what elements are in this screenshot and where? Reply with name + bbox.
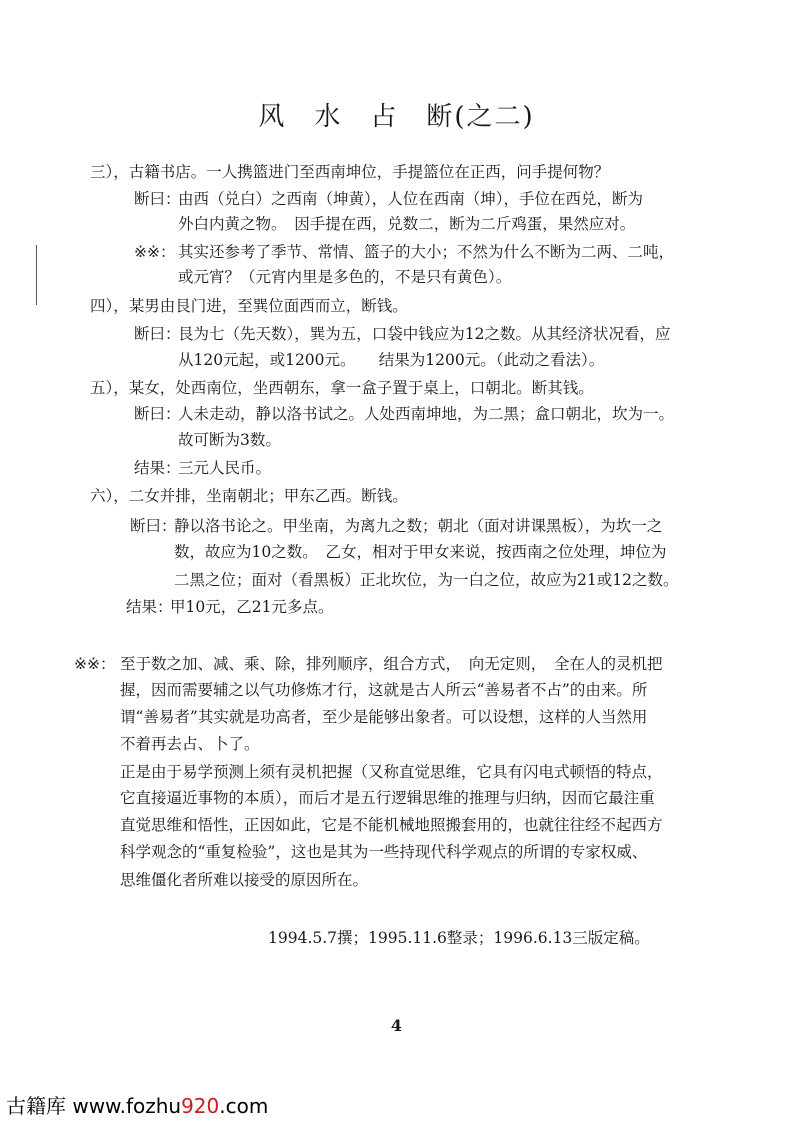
section-text: 某女，处西南位，坐西朝东，拿一盒子置于桌上，口朝北。断其钱。 [128, 379, 594, 397]
duan-label: 断曰： [134, 190, 181, 208]
final-note-line: 至于数之加、减、乘、除，排列顺序，组合方式， 向无定则， 全在人的灵机把 [120, 655, 663, 673]
note-line: 或元宵？（元宵内里是多色的，不是只有黄色）。 [178, 268, 512, 286]
duan-line: 艮为七（先天数），巽为五，口袋中钱应为12之数。从其经济状况看，应 [178, 325, 671, 343]
final-note-line: 正是由于易学预测上须有灵机把握（又称直觉思维，它具有闪电式顿悟的特点， [120, 763, 663, 781]
duan-line: 故可断为3数。 [178, 431, 281, 449]
page-title: 风 水 占 断(之二) [258, 102, 535, 132]
final-note-line: 科学观念的“重复检验”，这也是其为一些持现代科学观点的所谓的专家权威、 [120, 843, 648, 861]
section-number: 四）， [90, 297, 129, 315]
result-text: 三元人民币。 [178, 459, 272, 477]
result-label: 结果： [126, 598, 173, 616]
note-label: ※※： [134, 243, 176, 261]
final-note-line: 握，因而需要辅之以气功修炼才行，这就是古人所云“善易者不占”的由来。所 [120, 681, 648, 699]
section-text: 某男由艮门进，至巽位面西而立，断钱。 [128, 297, 408, 315]
duan-line: 从120元起，或1200元。 结果为1200元。（此动之看法）。 [178, 351, 605, 369]
note-line: 其实还参考了季节、常情、篮子的大小；不然为什么不断为二两、二吨， [178, 243, 675, 261]
duan-line: 人未走动，静以洛书试之。人处西南坤地，为二黑；盒口朝北，坎为一。 [178, 405, 675, 423]
duan-label: 断曰： [130, 517, 177, 535]
section-five-head [90, 378, 594, 398]
duan-line: 静以洛书论之。甲坐南，为离九之数；朝北（面对讲课黑板），为坎一之 [174, 517, 663, 535]
final-note-line: 直觉思维和悟性，正因如此，它是不能机械地照搬套用的，也就往往经不起西方 [120, 816, 663, 834]
final-note-label: ※※： [74, 655, 116, 673]
result-text: 甲10元，乙21元多点。 [170, 598, 334, 616]
section-number: 六）， [90, 487, 129, 505]
section-text: 二女并排，坐南朝北；甲东乙西。断钱。 [128, 487, 408, 505]
duan-label: 断曰： [134, 325, 181, 343]
duan-line: 外白内黄之物。 因手提在西，兑数二，断为二斤鸡蛋，果然应对。 [178, 215, 636, 233]
final-note-line: 它直接逼近事物的本质），而后才是五行逻辑思维的推理与归纳，因而它最注重 [120, 789, 655, 807]
section-text: 古籍书店。一人携篮进门至西南坤位，手提篮位在正西，问手提何物？ [128, 163, 610, 181]
page-number: 4 [390, 1016, 403, 1035]
footer-number: 920 [181, 1094, 220, 1118]
section-number: 五）， [90, 379, 129, 397]
duan-line: 数，故应为10之数。 乙女，相对于甲女来说，按西南之位处理，坤位为 [174, 543, 667, 561]
section-four-head [90, 296, 408, 316]
section-three-head [90, 162, 609, 182]
footer-prefix: 古籍库 www.fozhu [6, 1094, 182, 1118]
final-note-line: 不着再去占、卜了。 [120, 735, 260, 753]
site-watermark [6, 1090, 268, 1119]
final-note-line: 谓“善易者”其实就是功高者，至少是能够出象者。可以设想，这样的人当然用 [120, 708, 648, 726]
section-number: 三）， [90, 163, 129, 181]
duan-line: 二黑之位；面对（看黑板）正北坎位，为一白之位，故应为21或12之数。 [174, 571, 679, 589]
date-line: 1994.5.7撰；1995.11.6整录；1996.6.13三版定稿。 [268, 929, 650, 947]
final-note-line: 思维僵化者所难以接受的原因所在。 [120, 871, 369, 889]
result-label: 结果： [134, 459, 181, 477]
footer-suffix: .com [219, 1094, 269, 1118]
duan-line: 由西（兑白）之西南（坤黄），人位在西南（坤），手位在西兑，断为 [178, 190, 644, 208]
margin-mark [36, 245, 37, 305]
duan-label: 断曰： [134, 405, 181, 423]
section-six-head [90, 486, 408, 506]
